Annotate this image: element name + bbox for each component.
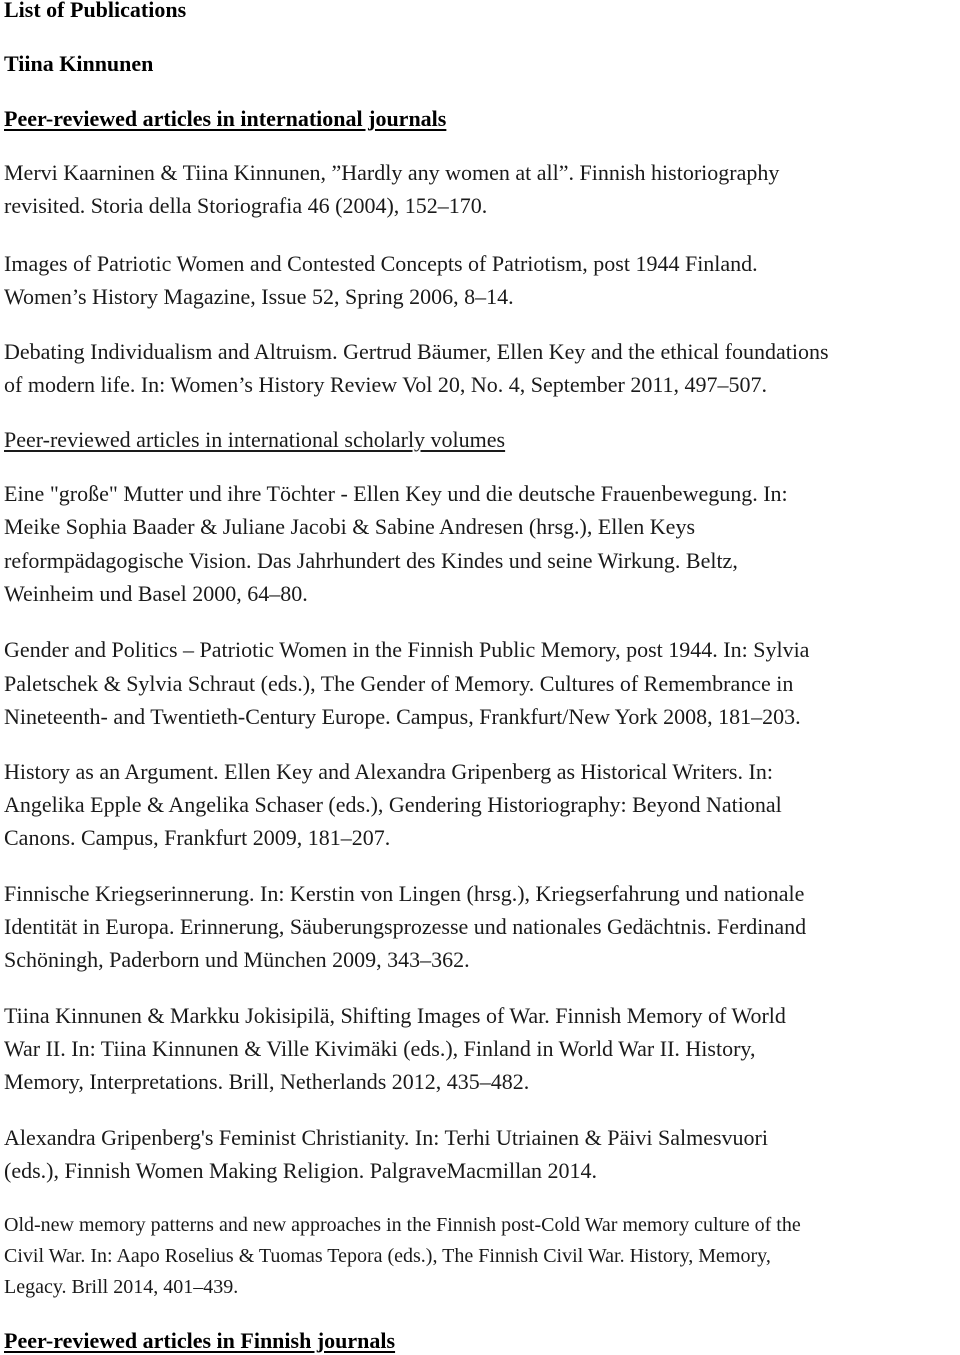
entry-line: Gender and Politics – Patriotic Women in the Finnish Public Memory, post 1944. In: Sylvia: [4, 637, 810, 662]
entry-line: War II. In: Tiina Kinnunen & Ville Kivimäki (eds.), Finland in World War II. History,: [4, 1036, 756, 1061]
entry-line: (eds.), Finnish Women Making Religion. PalgraveMacmillan 2014.: [4, 1158, 597, 1183]
entry-line: reformpädagogische Vision. Das Jahrhundert des Kindes und seine Wirkung. Beltz,: [4, 548, 738, 573]
entry-line: Identität in Europa. Erinnerung, Säuberungsprozesse und nationales Gedächtnis. Ferdinand: [4, 914, 807, 939]
entry-line: Weinheim und Basel 2000, 64–80.: [4, 581, 308, 606]
entry-line: Mervi Kaarninen & Tiina Kinnunen, ”Hardly any women at all”. Finnish historiography: [4, 160, 780, 185]
entry-line: Nineteenth- and Twentieth-Century Europe. Campus, Frankfurt/New York 2008, 181–203.: [4, 704, 801, 729]
author-name: Tiina Kinnunen: [4, 51, 154, 76]
entry-line: Schöningh, Paderborn und München 2009, 343–362.: [4, 947, 470, 972]
section-heading-international-volumes: Peer-reviewed articles in international scholarly volumes: [4, 427, 506, 452]
entry-line: Paletschek & Sylvia Schraut (eds.), The Gender of Memory. Cultures of Remembrance in: [4, 671, 794, 696]
entry-line: Old-new memory patterns and new approaches in the Finnish post-Cold War memory culture of the: [4, 1214, 801, 1236]
entry-line: Memory, Interpretations. Brill, Netherlands 2012, 435–482.: [4, 1069, 530, 1094]
page-title: List of Publications: [4, 0, 187, 22]
entry-line: Finnische Kriegserinnerung. In: Kerstin von Lingen (hrsg.), Kriegserfahrung und nationale: [4, 881, 805, 906]
entry-line: Tiina Kinnunen & Markku Jokisipilä, Shifting Images of War. Finnish Memory of World: [4, 1003, 786, 1028]
entry-line: Debating Individualism and Altruism. Gertrud Bäumer, Ellen Key and the ethical foundations: [4, 339, 829, 364]
entry-line: History as an Argument. Ellen Key and Alexandra Gripenberg as Historical Writers. In:: [4, 759, 773, 784]
entry-line: revisited. Storia della Storiografia 46 (2004), 152–170.: [4, 193, 488, 218]
entry-line: Legacy. Brill 2014, 401–439.: [4, 1276, 239, 1298]
entry-line: Canons. Campus, Frankfurt 2009, 181–207.: [4, 825, 391, 850]
section-heading-finnish-journals: Peer-reviewed articles in Finnish journals: [4, 1328, 396, 1353]
section-heading-international-journals: Peer-reviewed articles in international journals: [4, 106, 447, 131]
entry-line: Images of Patriotic Women and Contested Concepts of Patriotism, post 1944 Finland.: [4, 251, 758, 276]
entry-line: Eine "große" Mutter und ihre Töchter - Ellen Key und die deutsche Frauenbewegung. In:: [4, 481, 788, 506]
entry-line: Angelika Epple & Angelika Schaser (eds.), Gendering Historiography: Beyond National: [4, 792, 782, 817]
entry-line: Meike Sophia Baader & Juliane Jacobi & Sabine Andresen (hrsg.), Ellen Keys: [4, 514, 696, 539]
entry-line: of modern life. In: Women’s History Review Vol 20, No. 4, September 2011, 497–507.: [4, 372, 768, 397]
entry-line: Alexandra Gripenberg's Feminist Christianity. In: Terhi Utriainen & Päivi Salmesvuori: [4, 1125, 768, 1150]
entry-line: Civil War. In: Aapo Roselius & Tuomas Tepora (eds.), The Finnish Civil War. History, Memory,: [4, 1245, 771, 1267]
entry-line: Women’s History Magazine, Issue 52, Spring 2006, 8–14.: [4, 284, 514, 309]
